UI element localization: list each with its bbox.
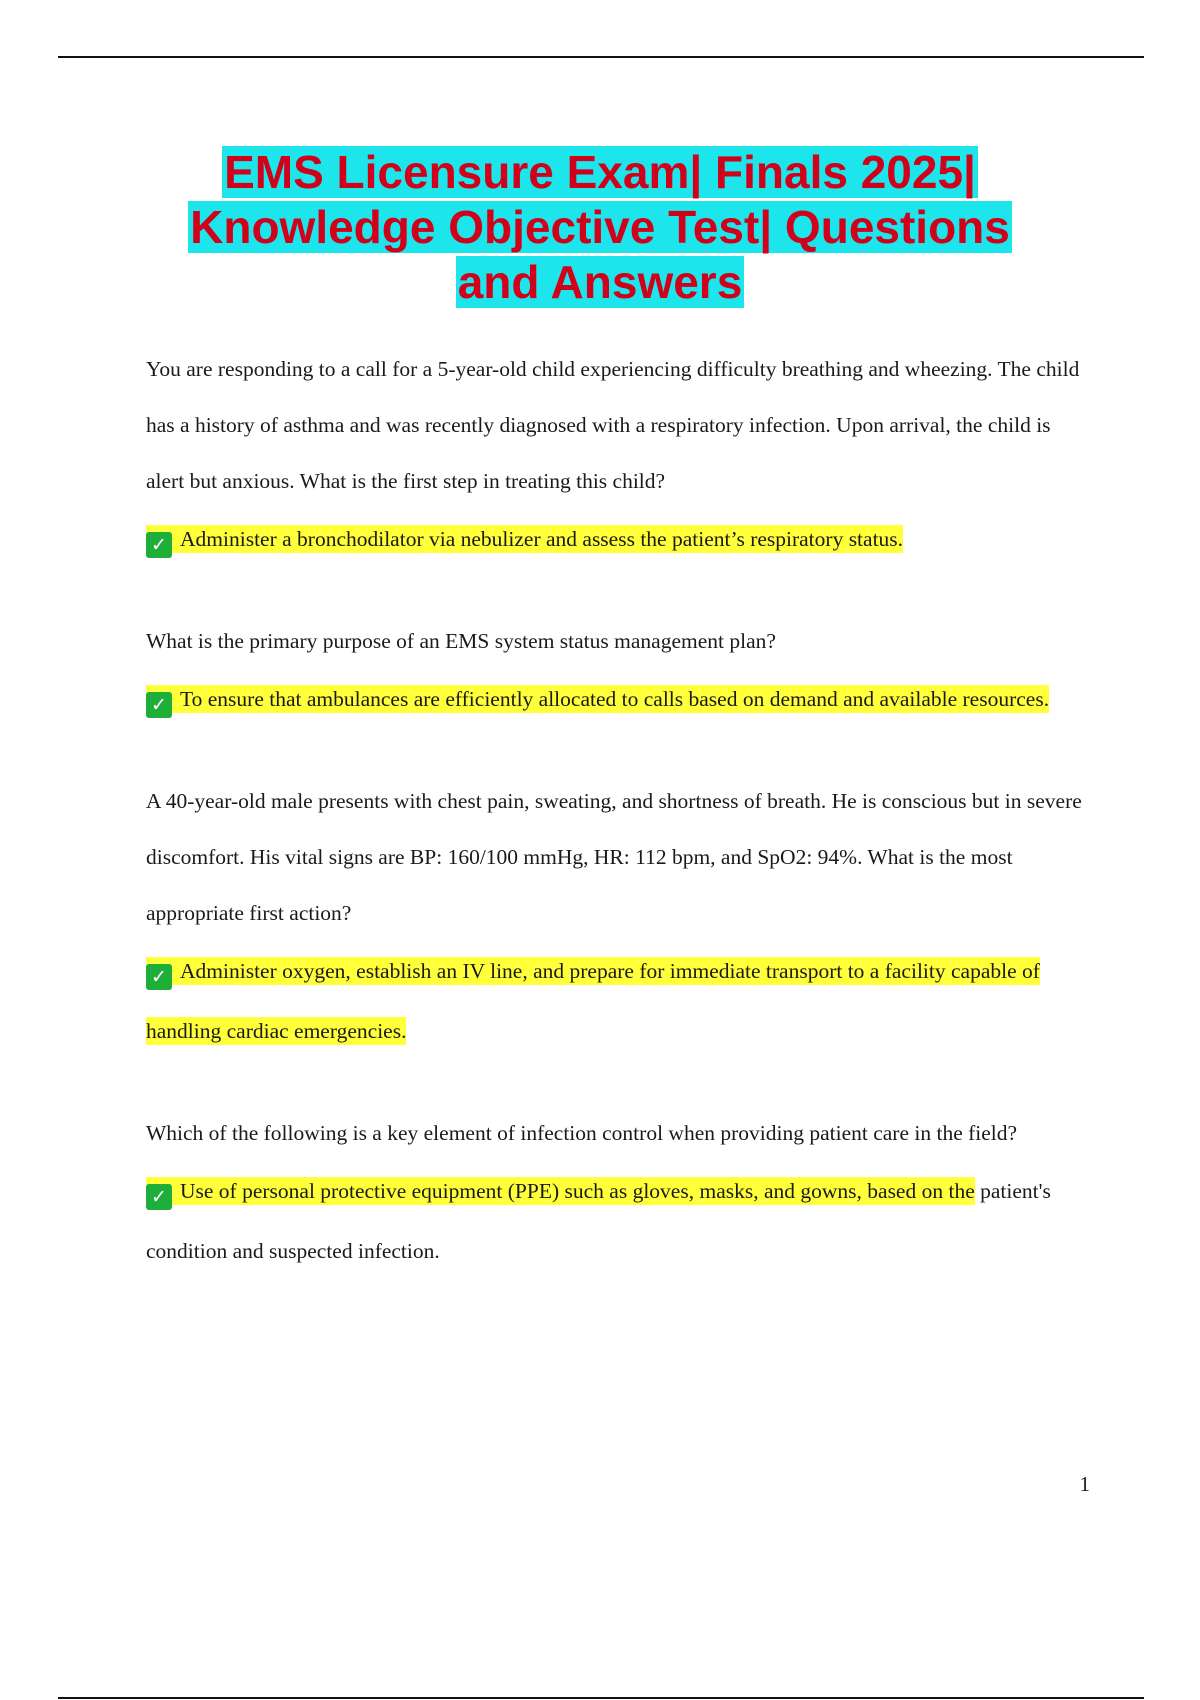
page-number: 1 xyxy=(1079,1472,1090,1496)
checkmark-icon: ✓ xyxy=(146,692,172,718)
question-text: A 40-year-old male presents with chest pain, sweating, and shortness of breath. He is conscious but in severe discomfort. His vital signs are BP: 160/100 mmHg, HR: 112 bpm, and SpO2: 94%. What is the most appropriate first action? xyxy=(146,789,1082,925)
answer-highlight-text: Use of personal protective equipment (PPE) such as gloves, masks, and gowns, based on the xyxy=(180,1179,975,1203)
question-text: You are responding to a call for a 5-year-old child experiencing difficulty breathing and wheezing. The child has a history of asthma and was recently diagnosed with a respiratory infection. Upon arrival, the child is alert but anxious. What is the first step in treating this child? xyxy=(146,357,1080,493)
qa-list xyxy=(146,355,1086,1339)
answer-highlight xyxy=(146,957,1040,1045)
checkmark-icon: ✓ xyxy=(146,964,172,990)
page-title xyxy=(100,145,1100,310)
answer-highlight-text: Administer a bronchodilator via nebulizer and assess the patient’s respiratory status. xyxy=(180,527,904,551)
answer-highlight-text: To ensure that ambulances are efficiently allocated to calls based on demand and available resources. xyxy=(180,687,1050,711)
title-line-2: Knowledge Objective Test| Questions xyxy=(190,201,1010,253)
title-line-3: and Answers xyxy=(457,256,743,308)
checkmark-icon: ✓ xyxy=(146,532,172,558)
top-rule xyxy=(58,56,1144,58)
answer-highlight xyxy=(146,1177,975,1208)
answer-text xyxy=(146,941,1086,1061)
answer-highlight-text: Administer oxygen, establish an IV line, and prepare for immediate transport to a facility capable of handling cardiac emergencies. xyxy=(146,959,1040,1043)
qa-item-2 xyxy=(146,613,1086,729)
question-text: Which of the following is a key element of infection control when providing patient care in the field? xyxy=(146,1121,1018,1145)
answer-rest-text: patient's condition and suspected infection. xyxy=(146,1179,1051,1263)
answer-text xyxy=(146,509,1086,569)
answer-highlight xyxy=(146,685,1050,716)
qa-item-4 xyxy=(146,1105,1086,1281)
question-text: What is the primary purpose of an EMS system status management plan? xyxy=(146,629,776,653)
qa-item-3 xyxy=(146,773,1086,1061)
answer-text xyxy=(146,1161,1086,1281)
title-line-1: EMS Licensure Exam| Finals 2025| xyxy=(224,146,976,198)
checkmark-icon: ✓ xyxy=(146,1184,172,1210)
answer-text xyxy=(146,669,1086,729)
qa-item-1 xyxy=(146,341,1086,569)
answer-highlight xyxy=(146,525,904,556)
bottom-rule xyxy=(58,1697,1144,1699)
